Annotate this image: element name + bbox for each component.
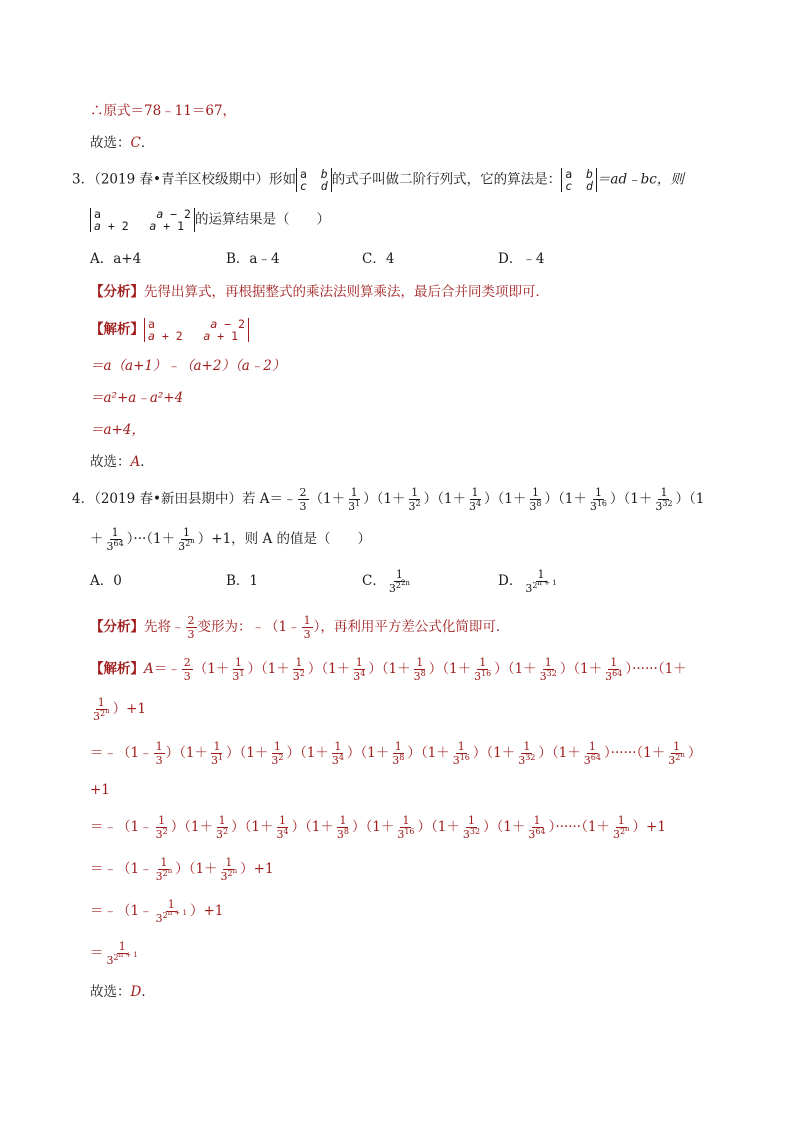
q4-solution-line-6: ＝﹣（1﹣ $\frac{1}{3^{2n}}$ ）（1＋ $\frac{1}{3^{2n}}$ ）+1 — [90, 856, 274, 883]
question-4-stem: 4．（2019 春•新田县期中）若 A＝﹣ $\frac{2}{3}$ （1＋ $\frac{1}{3^1}$ ）（1＋ $\frac{1}{3^2}$ ）（1＋ $\frac{1}{3^4}$ ）（1＋ $\frac{1}{3^8}$ ）（1＋ $\frac{1}{3^{16}}$ ）（1＋ $\frac{1}{3^{32}}$ ）（1 — [72, 486, 705, 513]
q3-step-3: ＝a+4， — [90, 422, 145, 438]
question-4-options — [90, 568, 560, 595]
q4-solution-line-5: ＝﹣（1﹣ $\frac{1}{3^2}$ ）（1＋ $\frac{1}{3^2}$ ）（1＋ $\frac{1}{3^4}$ ）（1＋ $\frac{1}{3^8}$ ）（1＋ $\frac{1}{3^{16}}$ ）（1＋ $\frac{1}{3^{32}}$ ）（1＋ $\frac{1}{3^{64}}$ ）······（1＋ $\frac{1}{3^{2n}}$ ）+1 — [90, 814, 666, 841]
determinant-abcd-2: a b c d — [561, 168, 597, 192]
q4-analysis-a: 先将﹣ — [144, 619, 185, 635]
q4-analysis-c: ），再利用平方差公式化简即可． — [313, 619, 510, 635]
q4-solution-line-4: +1 — [90, 782, 110, 798]
question-3-options — [90, 249, 544, 269]
q4-text-a: 4．（2019 春•新田县期中）若 A＝﹣ — [72, 491, 297, 507]
question-4-stem-2: ＋ $\frac{1}{3^{64}}$ ）···（1＋ $\frac{1}{3^{2n}}$ ）+1，则 A 的值是（ ） — [90, 526, 372, 553]
answer-value: A — [130, 454, 141, 470]
answer-value: C — [130, 135, 141, 151]
q3-option-d: D．﹣4 — [498, 251, 545, 267]
analysis-tag: 【分析】 — [90, 619, 144, 635]
analysis-tag: 【分析】 — [90, 284, 144, 300]
question-3-stem-2 — [90, 208, 330, 232]
q4-option-a: A．0 — [90, 573, 122, 589]
q4-solution-line-1: 【解析】A＝﹣ $\frac{2}{3}$ （1＋ $\frac{1}{3^1}$ ）（1＋ $\frac{1}{3^2}$ ）（1＋ $\frac{1}{3^4}$ ）（1＋ $\frac{1}{3^8}$ ）（1＋ $\frac{1}{3^{16}}$ ）（1＋ $\frac{1}{3^{32}}$ ）（1＋ $\frac{1}{3^{64}}$ ）······（1＋ — [90, 656, 687, 683]
prev-result-text: ∴原式＝78﹣11＝67， — [90, 103, 237, 119]
q4-analysis: 【分析】先将﹣ $\frac{2}{3}$ 变形为：﹣（1﹣ $\frac{1}{3}$ ），再利用平方差公式化简即可． — [90, 614, 510, 641]
q3-answer: 故选：A． — [90, 454, 154, 470]
prev-answer-line: 故选：C． — [90, 135, 155, 151]
q3-text-a: 3．（2019 春•青羊区校级期中）形如 — [72, 171, 296, 188]
q4-answer: 故选：D． — [90, 984, 155, 1000]
q3-solution-head — [90, 318, 249, 342]
q3-option-c: C．4 — [362, 251, 395, 267]
solution-tag: 【解析】 — [90, 661, 144, 677]
q4-option-b: B．1 — [226, 573, 259, 589]
q4-text-b: ，则 A 的值是（ ） — [231, 531, 372, 547]
q3-text-c: ＝ad﹣bc，则 — [596, 171, 684, 188]
q4-option-d: D． $\frac{1}{3^{2n + 1}}$ — [498, 568, 557, 595]
q3-step-1: ＝a（a+1）﹣（a+2）（a﹣2） — [90, 358, 286, 374]
q4-solution-line-8: ＝ $\frac{1}{3^{2n + 1}}$ — [90, 940, 138, 967]
prev-result-line — [90, 101, 236, 121]
q4-solution-line-7: ＝﹣（1﹣ $\frac{1}{3^{2n + 1}}$ ）+1 — [90, 898, 224, 925]
q4-option-c: C． $\frac{1}{3^{22n}}$ — [362, 568, 410, 595]
q4-solution-line-2: $\frac{1}{3^{2n}}$ ）+1 — [93, 696, 147, 723]
q3-text-b: 的式子叫做二阶行列式，它的算法是： — [331, 171, 562, 188]
q3-text-d: 的运算结果是（ ） — [194, 211, 330, 228]
answer-label: 故选： — [90, 454, 131, 470]
q4-analysis-b: 变形为：﹣（1﹣ — [197, 619, 301, 635]
determinant-q3-solution: a a − 2 a + 2 a + 1 — [144, 318, 249, 342]
answer-value: D — [130, 984, 142, 1000]
q3-option-b: B．a﹣4 — [226, 251, 280, 267]
answer-label: 故选： — [90, 135, 131, 151]
determinant-abcd: a b c d — [296, 168, 332, 192]
q4-solution-line-3: ＝﹣（1﹣ $\frac{1}{3}$ ）（1＋ $\frac{1}{3^1}$ ）（1＋ $\frac{1}{3^2}$ ）（1＋ $\frac{1}{3^4}$ ）（1＋ $\frac{1}{3^8}$ ）（1＋ $\frac{1}{3^{16}}$ ）（1＋ $\frac{1}{3^{32}}$ ）（1＋ $\frac{1}{3^{64}}$ ）······（1＋ $\frac{1}{3^{2n}}$ ） — [90, 740, 702, 767]
q3-analysis — [90, 282, 549, 302]
q3-step-2: ＝a²+a﹣a²+4 — [90, 390, 184, 406]
solution-tag: 【解析】 — [90, 321, 144, 338]
determinant-q3: a a − 2 a + 2 a + 1 — [90, 208, 195, 232]
q3-option-a: A．a+4 — [90, 251, 142, 267]
question-3-stem — [72, 168, 684, 192]
answer-label: 故选： — [90, 984, 131, 1000]
analysis-text: 先得出算式，再根据整式的乘法法则算乘法，最后合并同类项即可． — [144, 284, 549, 300]
